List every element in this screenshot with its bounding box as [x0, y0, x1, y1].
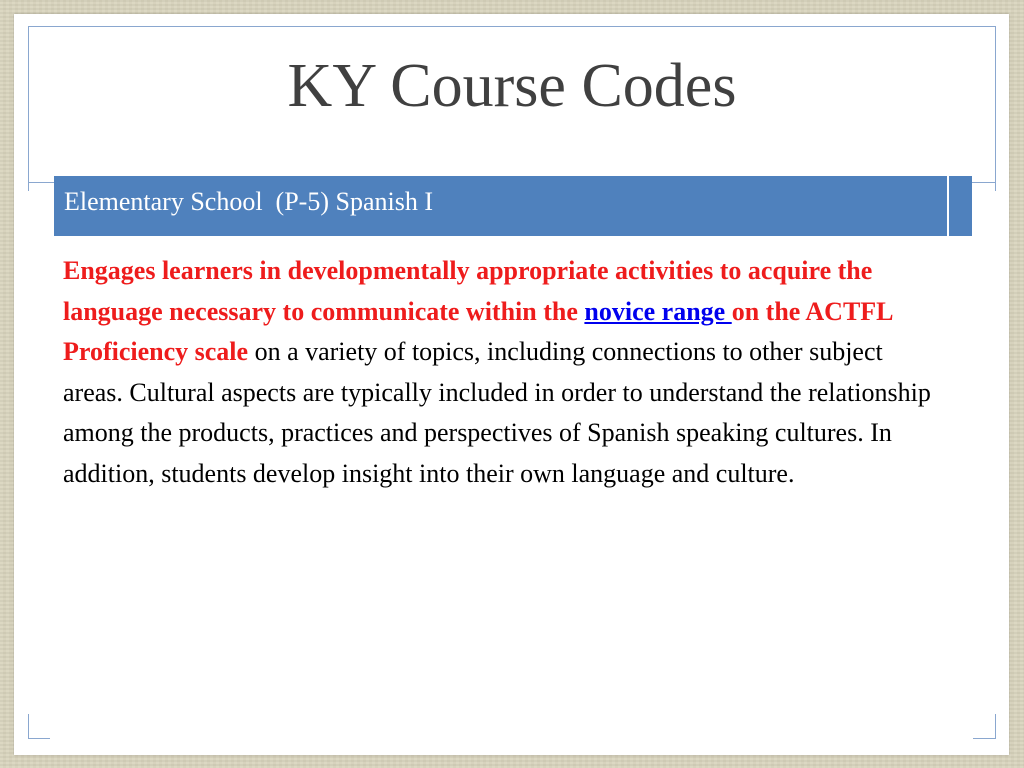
slide-title: KY Course Codes [287, 52, 737, 120]
course-description [63, 251, 943, 494]
description-text: on a variety of topics, including connections to other subject areas. Cultural aspects are typically included in order to understand the relationship among the products, practices and perspectives of Spanish speaking cultures. In addition, students develop insight into their own language and culture. [63, 337, 931, 488]
table-header-bar [54, 176, 972, 236]
table-header-text: Elementary School (P-5) Spanish I [64, 187, 433, 216]
frame-corner-bottom-right-v [995, 714, 996, 739]
frame-line-mid-left [28, 182, 54, 183]
frame-corner-bottom-right-h [973, 738, 995, 739]
frame-corner-bottom-left-h [28, 738, 50, 739]
table-column-divider [947, 176, 949, 236]
frame-line-top [28, 26, 996, 27]
frame-corner-bottom-left-v [28, 714, 29, 739]
frame-line-mid-right [972, 182, 996, 183]
description-highlight-1: Engages learners in developmentally appropriate activities to acquire the language necessary to communicate within the [63, 256, 873, 326]
description-highlight-2: on the ACTFL Proficiency scale [63, 296, 893, 366]
novice-range-link[interactable]: novice range [584, 296, 732, 326]
